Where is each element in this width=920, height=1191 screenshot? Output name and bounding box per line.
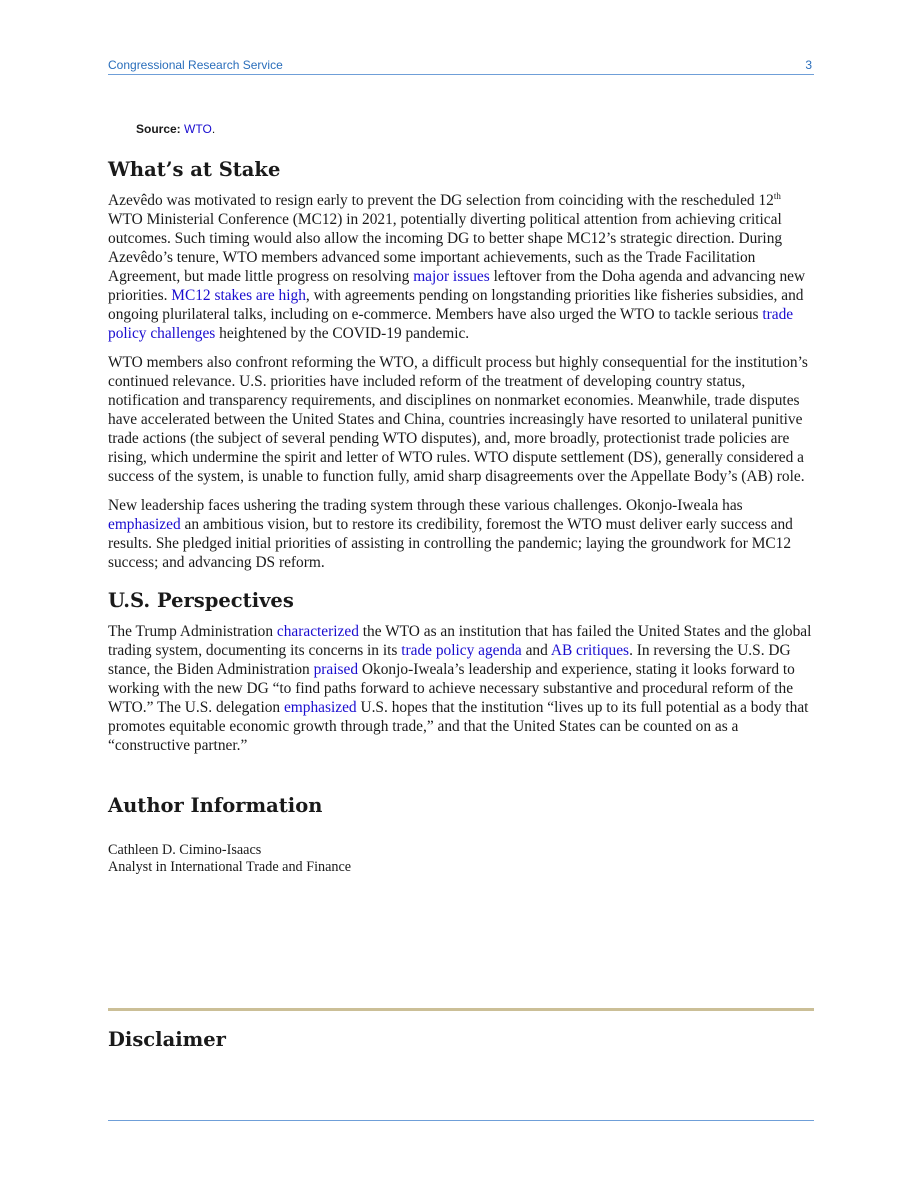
link-emphasized[interactable]: emphasized — [108, 516, 181, 533]
link-characterized[interactable]: characterized — [276, 623, 359, 640]
author-block — [108, 842, 814, 876]
section-author-information — [108, 792, 814, 876]
main-content — [108, 156, 814, 876]
text-run: U.S. hopes that the institution “lives up to its full potential as a body that promotes equitable economic growth through trade,” and that the United States can be counted on as a “constructive partner.” — [108, 699, 809, 754]
section-heading: U.S. Perspectives — [108, 589, 294, 612]
text-run: the WTO as an institution that has failed the United States and the global trading system, documenting its concerns in its — [108, 623, 812, 659]
source-period: . — [211, 122, 216, 136]
link-trade-policy-challenges[interactable]: trade policy challenges — [108, 306, 794, 342]
page-number: 3 — [805, 58, 812, 72]
text-run: , with agreements pending on longstanding priorities like fisheries subsidies, and ongoing plurilateral talks, including on e-commerce. Members have also urged the WTO to tackle serious — [108, 287, 804, 323]
header-organization: Congressional Research Service — [108, 58, 283, 72]
source-label: Source: — [136, 122, 181, 136]
paragraph — [108, 496, 814, 572]
section-heading: Author Information — [108, 794, 323, 817]
link-mc12-stakes[interactable]: MC12 stakes are high — [171, 287, 306, 304]
section-us-perspectives — [108, 587, 814, 755]
disclaimer-divider — [108, 1008, 814, 1011]
running-header — [108, 58, 814, 74]
author-role: Analyst in International Trade and Finance — [108, 859, 352, 875]
footer-divider — [108, 1120, 814, 1121]
section-heading: What’s at Stake — [108, 158, 281, 181]
section-heading: Disclaimer — [108, 1028, 226, 1051]
section-disclaimer — [108, 1026, 226, 1061]
link-trade-policy-agenda[interactable]: trade policy agenda — [401, 642, 522, 659]
link-ab-critiques[interactable]: AB critiques — [550, 642, 630, 659]
paragraph — [108, 622, 814, 755]
paragraph: WTO members also confront reforming the WTO, a difficult process but highly consequential for the institution’s continued relevance. U.S. priorities have included reform of the treatment of developing country status, notification and transparency requirements, and disciplines on nonmarket economies. Meanwhile, trade disputes have accelerated between the United States and China, countries increasingly have resorted to unilateral punitive trade actions (the subject of several pending WTO disputes), and, more broadly, protectionist trade policies are rising, which undermine the spirit and letter of WTO rules. WTO dispute settlement (DS), generally considered a success of the system, is unable to function fully, amid sharp disagreements over the Appellate Body’s (AB) role. — [108, 354, 808, 485]
link-emphasized-us[interactable]: emphasized — [283, 699, 357, 716]
author-name: Cathleen D. Cimino-Isaacs — [108, 842, 262, 858]
section-whats-at-stake — [108, 156, 814, 572]
text-run: and — [521, 642, 551, 659]
header-divider — [108, 74, 814, 75]
text-run: WTO Ministerial Conference (MC12) in 2021, potentially diverting political attention from achieving critical outcomes. Such timing would also allow the incoming DG to better shape MC12’s strategic direction. During Azevêdo’s tenure, WTO members advanced some important achievements, such as the Trade Facilitation Agreement, but made little progress on resolving — [108, 211, 783, 285]
text-run: The Trump Administration — [108, 623, 277, 640]
link-praised[interactable]: praised — [313, 661, 359, 678]
text-run: . In reversing the U.S. DG stance, the Biden Administration — [108, 642, 791, 678]
text-run: Azevêdo was motivated to resign early to prevent the DG selection from coinciding with the rescheduled 12 — [108, 192, 774, 209]
text-run: heightened by the COVID-19 pandemic. — [215, 325, 470, 342]
text-run: an ambitious vision, but to restore its credibility, foremost the WTO must deliver early success and results. She pledged initial priorities of assisting in controlling the pandemic; laying the groundwork for MC12 success; and advancing DS reform. — [108, 516, 793, 571]
paragraph — [108, 191, 814, 343]
figure-source — [136, 122, 215, 136]
superscript: th — [773, 190, 781, 201]
text-run: leftover from the Doha agenda and advancing new priorities. — [108, 268, 806, 304]
text-run: Okonjo-Iweala’s leadership and experience, stating it looks forward to working with the new DG “to find paths forward to achieve necessary substantive and procedural reform of the WTO.” The U.S. delegation — [108, 661, 795, 716]
text-run: New leadership faces ushering the trading system through these various challenges. Okonjo-Iweala has — [108, 497, 743, 514]
link-major-issues[interactable]: major issues — [413, 268, 490, 285]
source-link-wto[interactable]: WTO — [184, 122, 212, 136]
